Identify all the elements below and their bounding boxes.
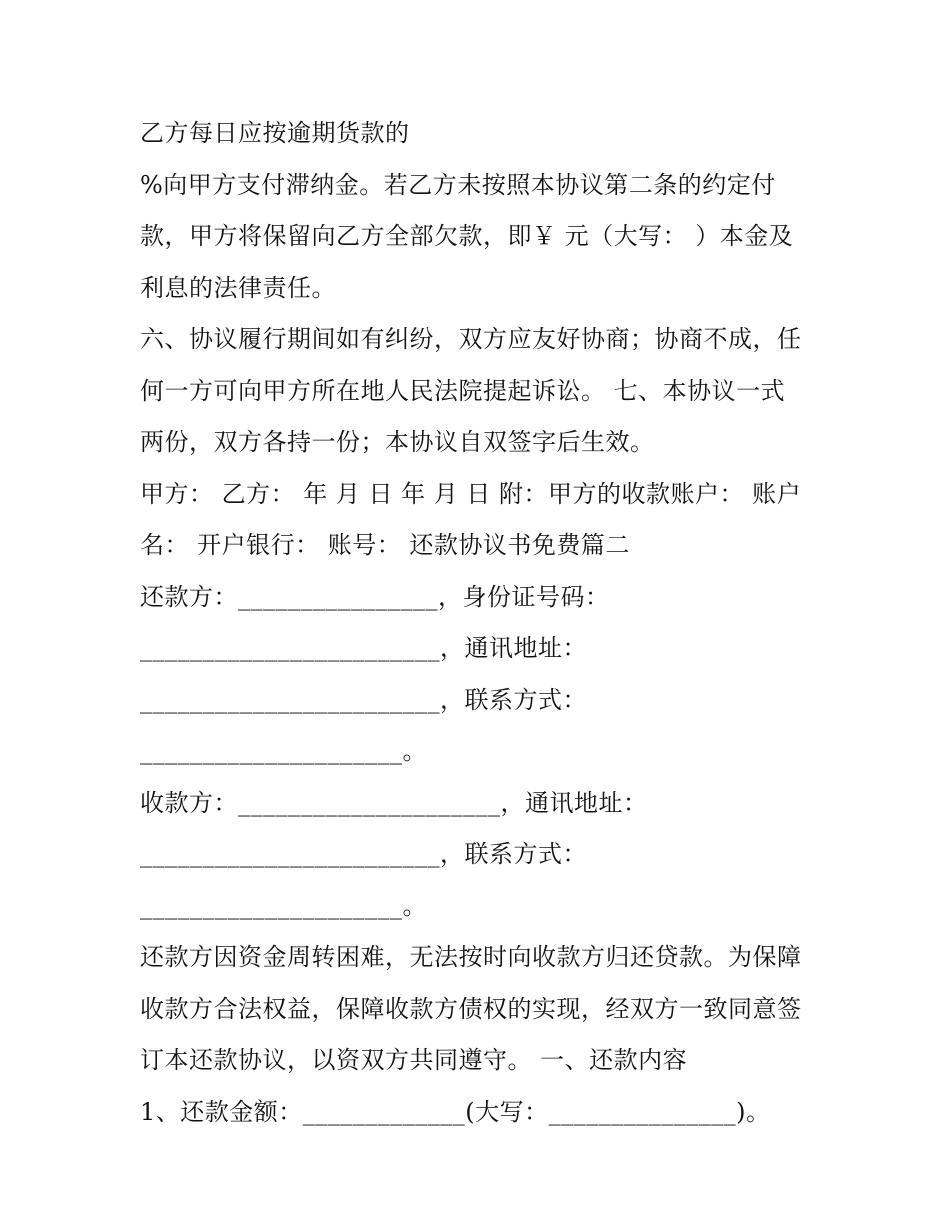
text-line-13: _____________________。 [140, 737, 427, 765]
text-line-18: 收款方合法权益，保障收款方债权的实现，经双方一致同意签 [140, 994, 802, 1023]
document-page [140, 108, 820, 1138]
text-line-19: 订本还款协议，以资双方共同遵守。 一、还款内容 [140, 1046, 688, 1074]
text-line-12: ________________________，联系方式： [140, 685, 587, 714]
text-line-10: 还款方：________________，身份证号码： [140, 582, 610, 611]
text-line-11: ________________________，通讯地址： [140, 634, 587, 662]
text-line-17: 还款方因资金周转困难，无法按时向收款方归还贷款。为保障 [140, 943, 802, 971]
text-line-20: 1、还款金额：_____________(大写：_______________)。 [140, 1097, 771, 1126]
text-line-14: 收款方：_____________________，通讯地址： [140, 788, 648, 817]
text-line-6: 何一方可向甲方所在地人民法院提起诉讼。 七、本协议一式 [140, 376, 786, 405]
text-line-3: 款，甲方将保留向乙方全部欠款，即￥ 元（大写： ）本金及 [140, 222, 794, 250]
text-line-9: 名： 开户银行： 账号： 还款协议书免费篇二 [140, 531, 630, 559]
text-line-5: 六、协议履行期间如有纠纷，双方应友好协商；协商不成，任 [140, 325, 802, 353]
text-line-15: ________________________，联系方式： [140, 840, 587, 868]
text-line-2: %向甲方支付滞纳金。若乙方未按照本协议第二条的约定付 [140, 170, 776, 199]
text-line-8: 甲方： 乙方： 年 月 日 年 月 日 附：甲方的收款账户： 账户 [140, 479, 802, 508]
text-line-4: 利息的法律责任。 [140, 273, 336, 302]
text-line-16: _____________________。 [140, 891, 427, 920]
text-line-7: 两份，双方各持一份；本协议自双签字后生效。 [140, 428, 655, 456]
text-line-1: 乙方每日应按逾期货款的 [140, 119, 410, 147]
